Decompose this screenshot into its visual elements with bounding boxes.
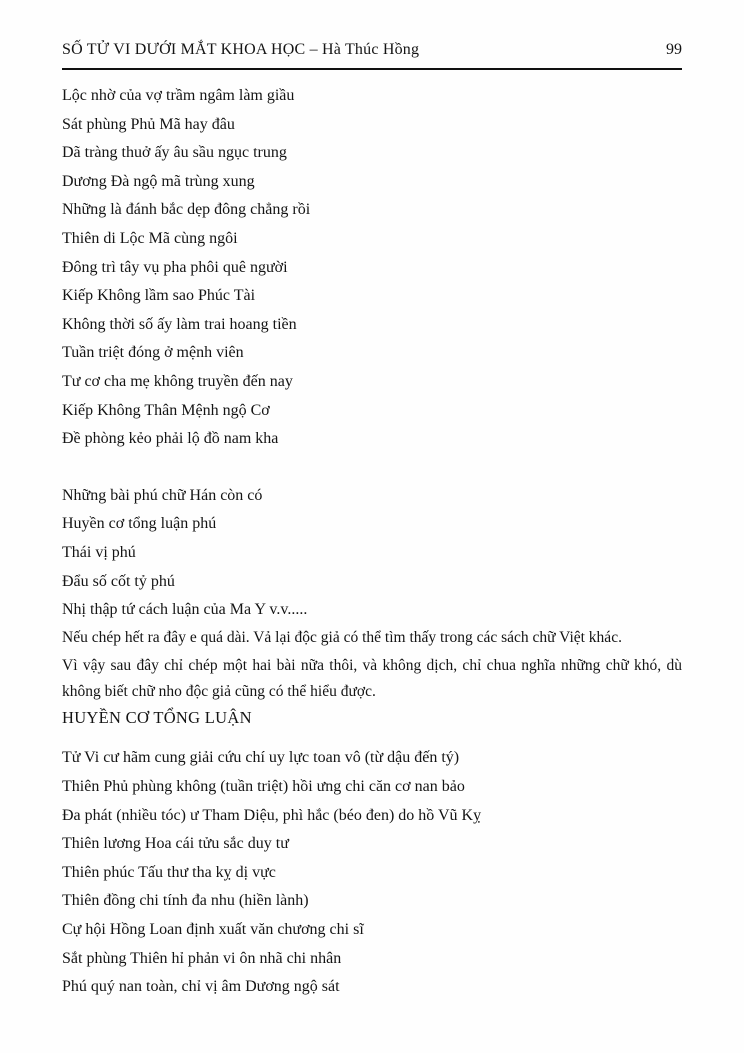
- tong-luan-line: Phú quý nan toàn, chỉ vị âm Dương ngộ sát: [62, 978, 340, 996]
- phu-list-line: Thái vị phú: [62, 543, 136, 561]
- poem-line: Tuần triệt đóng ở mệnh viên: [62, 344, 244, 362]
- phu-list-line: Đẩu số cốt tỷ phú: [62, 572, 175, 590]
- poem-line: Đề phòng kẻo phải lộ đồ nam kha: [62, 430, 279, 448]
- tong-luan-line: Đa phát (nhiều tóc) ư Tham Diệu, phì hắc (béo đen) do hồ Vũ Kỵ: [62, 806, 482, 824]
- poem-line: Dương Đà ngộ mã trùng xung: [62, 172, 255, 190]
- paragraph-note: Nếu chép hết ra đây e quá dài. Vả lại độc giả có thể tìm thấy trong các sách chữ Việt khác.: [62, 628, 622, 646]
- poem-line: Sát phùng Phủ Mã hay đâu: [62, 115, 235, 133]
- poem-line: Dã tràng thuở ấy âu sầu ngục trung: [62, 144, 287, 162]
- poem-line: Không thời số ấy làm trai hoang tiền: [62, 315, 297, 333]
- tong-luan-line: Thiên phúc Tấu thư tha kỵ dị vực: [62, 863, 276, 881]
- page-number: 99: [666, 41, 682, 58]
- running-title: SỐ TỬ VI DƯỚI MẮT KHOA HỌC – Hà Thúc Hồng: [62, 41, 420, 58]
- phu-list-section: [62, 482, 682, 625]
- header-rule: [62, 68, 682, 70]
- tong-luan-line: Sắt phùng Thiên hỉ phản vi ôn nhã chi nhân: [62, 949, 342, 967]
- tong-luan-line: Tử Vi cư hãm cung giải cứu chí uy lực toan vô (từ dậu đến tý): [62, 749, 460, 767]
- poem-line: Lộc nhờ của vợ trầm ngâm làm giầu: [62, 87, 295, 104]
- page-header: [62, 40, 682, 60]
- poem-line: Tư cơ cha mẹ không truyền đến nay: [62, 372, 293, 390]
- tong-luan-line: Thiên đồng chi tính đa nhu (hiền lành): [62, 892, 309, 910]
- tong-luan-section: [62, 744, 682, 1001]
- poem-section: [62, 82, 682, 454]
- phu-list-line: Nhị thập tứ cách luận của Ma Y v.v.....: [62, 601, 308, 619]
- poem-line: Thiên di Lộc Mã cùng ngôi: [62, 229, 238, 247]
- tong-luan-line: Thiên Phủ phùng không (tuần triệt) hồi ưng chi căn cơ nan bảo: [62, 777, 465, 795]
- tong-luan-line: Thiên lương Hoa cái tửu sắc duy tư: [62, 835, 289, 853]
- poem-line: Những là đánh bắc dẹp đông chẳng rồi: [62, 201, 311, 219]
- poem-line: Kiếp Không Thân Mệnh ngộ Cơ: [62, 401, 270, 419]
- poem-line: Kiếp Không lầm sao Phúc Tài: [62, 287, 256, 305]
- poem-line: Đông trì tây vụ pha phôi quê người: [62, 258, 288, 276]
- section-heading: HUYỀN CƠ TỔNG LUẬN: [62, 707, 252, 727]
- phu-list-line: Huyền cơ tổng luận phú: [62, 515, 217, 533]
- phu-list-line: Những bài phú chữ Hán còn có: [62, 486, 263, 504]
- tong-luan-line: Cự hội Hồng Loan định xuất văn chương chi sĩ: [62, 920, 364, 938]
- paragraph-explanation: Vì vậy sau đây chỉ chép một hai bài nữa thôi, và không dịch, chỉ chua nghĩa những chữ khó, dù không biết chữ nho độc giả cũng có thể hiểu được.: [62, 656, 682, 700]
